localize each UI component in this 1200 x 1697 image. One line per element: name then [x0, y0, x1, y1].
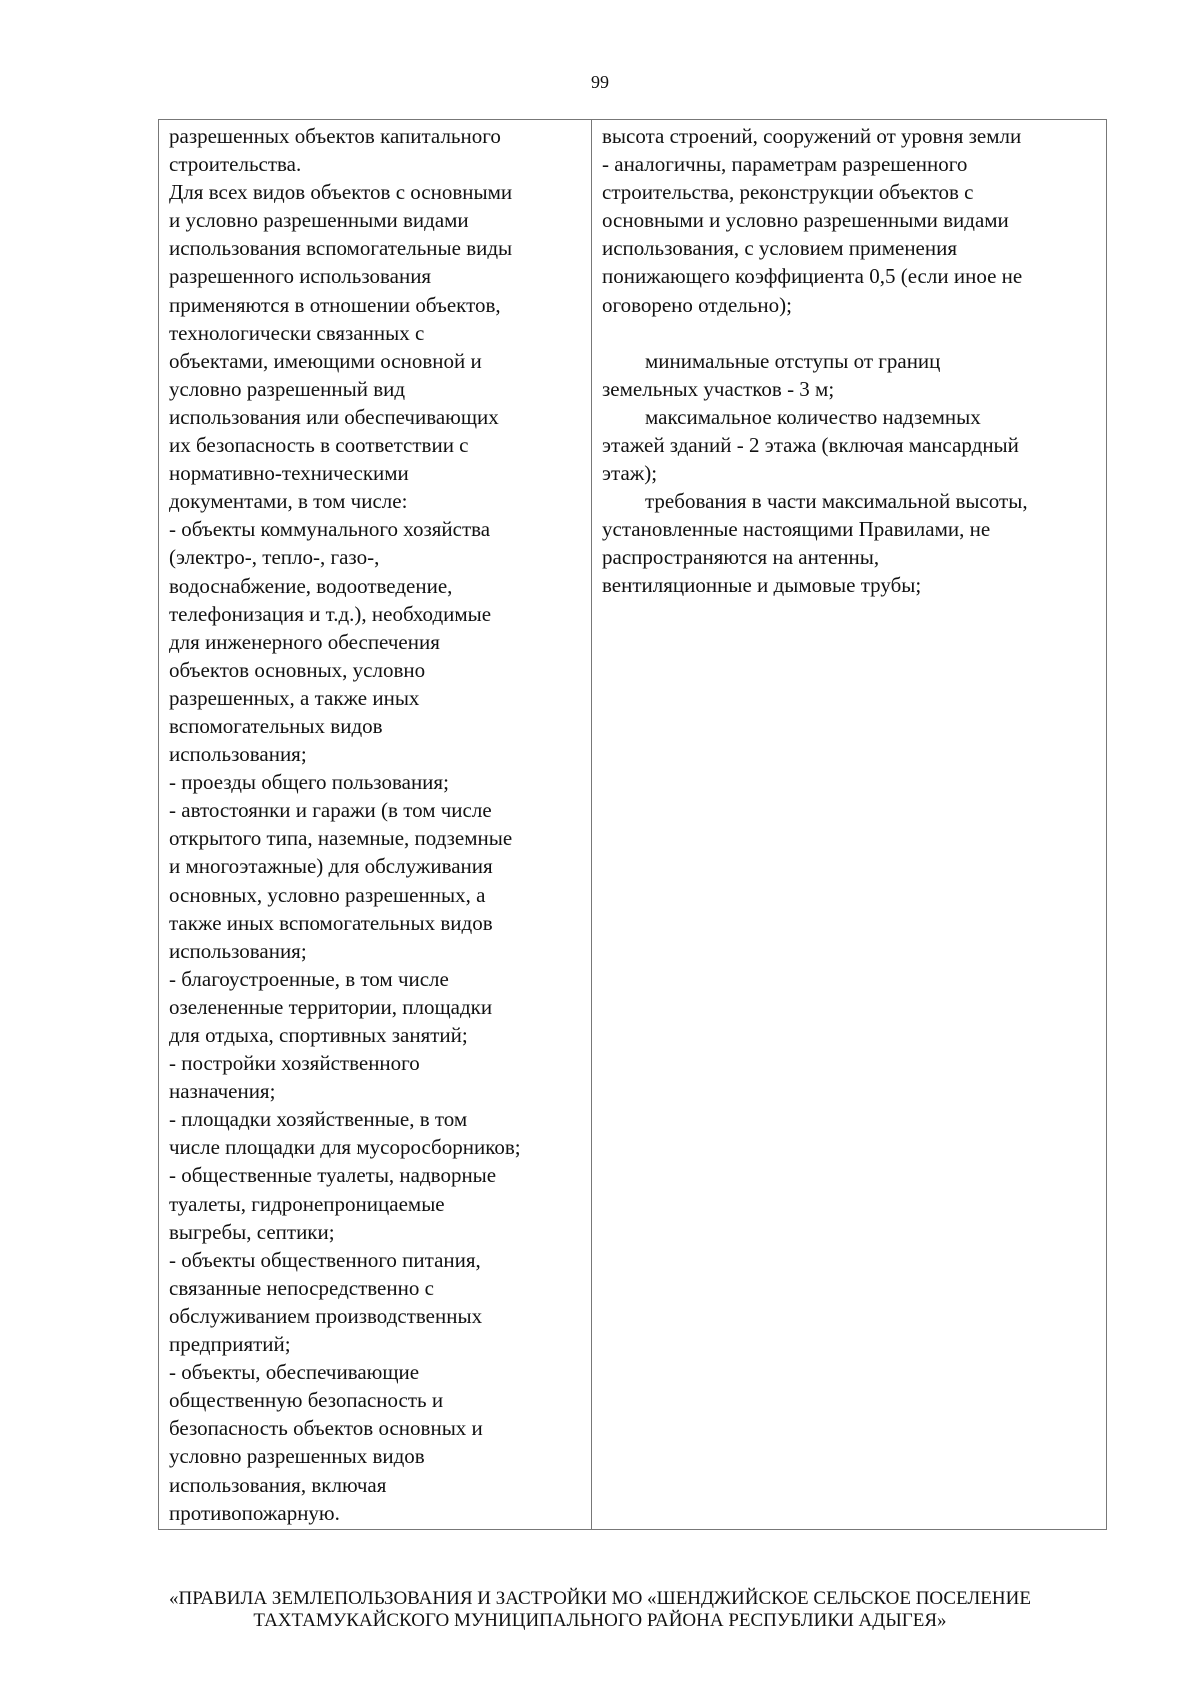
right-line: этажей зданий - 2 этажа (включая мансардный	[602, 432, 1019, 457]
right-line: строительства, реконструкции объектов с	[602, 180, 974, 205]
left-line: - проезды общего пользования;	[169, 770, 449, 795]
paragraph-gap	[602, 319, 1100, 347]
left-line: использования, включая	[169, 1472, 387, 1497]
left-line: - объекты, обеспечивающие	[169, 1360, 420, 1385]
left-line: - постройки хозяйственного	[169, 1051, 420, 1076]
document-footer	[0, 1588, 1200, 1632]
left-line: нормативно-техническими	[169, 461, 409, 486]
table-row	[159, 120, 1107, 1530]
right-line: оговорено отдельно);	[602, 292, 792, 317]
right-line: - аналогичны, параметрам разрешенного	[602, 152, 968, 177]
left-line: числе площадки для мусоросборников;	[169, 1135, 521, 1160]
left-line: - объекты общественного питания,	[169, 1247, 481, 1272]
left-line: телефонизация и т.д.), необходимые	[169, 601, 492, 626]
right-line: использования, с условием применения	[602, 236, 958, 261]
footer-line-1: «ПРАВИЛА ЗЕМЛЕПОЛЬЗОВАНИЯ И ЗАСТРОЙКИ МО «ШЕНДЖИЙСКОЕ СЕЛЬСКОЕ ПОСЕЛЕНИЕ	[169, 1588, 1031, 1609]
left-line: - объекты коммунального хозяйства	[169, 517, 491, 542]
right-line: понижающего коэффициента 0,5 (если иное не	[602, 264, 1023, 289]
setback-paragraph	[602, 347, 1100, 403]
height-exception-paragraph	[602, 487, 1100, 599]
left-line: объектов основных, условно	[169, 657, 426, 682]
left-line: открытого типа, наземные, подземные	[169, 826, 513, 851]
left-line: противопожарную.	[169, 1500, 340, 1525]
left-line: туалеты, гидронепроницаемые	[169, 1191, 445, 1216]
left-line: разрешенных, а также иных	[169, 685, 420, 710]
left-line: также иных вспомогательных видов	[169, 910, 493, 935]
right-line: земельных участков - 3 м;	[602, 376, 835, 401]
left-line: обслуживанием производственных	[169, 1303, 483, 1328]
right-line: высота строений, сооружений от уровня земли	[602, 124, 1022, 148]
left-line: (электро-, тепло-, газо-,	[169, 545, 380, 570]
left-line: вспомогательных видов	[169, 713, 383, 738]
right-line: вентиляционные и дымовые трубы;	[602, 573, 922, 598]
left-line: использования;	[169, 938, 307, 963]
left-line: и многоэтажные) для обслуживания	[169, 854, 493, 879]
left-line: и условно разрешенными видами	[169, 208, 469, 233]
left-line: - благоустроенные, в том числе	[169, 966, 449, 991]
left-line: использования;	[169, 742, 307, 767]
left-line: условно разрешенных видов	[169, 1444, 425, 1469]
right-line: распространяются на антенны,	[602, 545, 880, 570]
left-line: объектами, имеющими основной и	[169, 348, 482, 373]
left-line: их безопасность в соответствии с	[169, 433, 469, 458]
left-line: Для всех видов объектов с основными	[169, 180, 513, 205]
left-line: строительства.	[169, 152, 302, 177]
right-line: минимальные отступы от границ	[645, 348, 941, 373]
height-parameter-paragraph	[602, 122, 1100, 319]
left-line: разрешенных объектов капитального	[169, 124, 501, 148]
left-line: связанные непосредственно с	[169, 1275, 434, 1300]
right-line: требования в части максимальной высоты,	[645, 489, 1028, 514]
left-line: разрешенного использования	[169, 264, 432, 289]
left-line: технологически связанных с	[169, 320, 425, 345]
right-line: этаж);	[602, 461, 658, 486]
left-line: для отдыха, спортивных занятий;	[169, 1023, 468, 1047]
left-line: использования или обеспечивающих	[169, 404, 499, 429]
left-line: - площадки хозяйственные, в том	[169, 1107, 468, 1132]
parameters-cell	[592, 120, 1107, 1530]
left-line: для инженерного обеспечения	[169, 629, 440, 654]
left-line: - общественные туалеты, надворные	[169, 1163, 497, 1188]
left-line: назначения;	[169, 1079, 276, 1104]
right-line: установленные настоящими Правилами, не	[602, 517, 991, 542]
left-line: озелененные территории, площадки	[169, 994, 493, 1019]
right-line: максимальное количество надземных	[645, 404, 981, 429]
left-line: документами, в том числе:	[169, 489, 408, 514]
left-line: условно разрешенный вид	[169, 376, 406, 401]
left-line: предприятий;	[169, 1332, 291, 1357]
left-line: основных, условно разрешенных, а	[169, 882, 486, 907]
left-line: применяются в отношении объектов,	[169, 292, 501, 317]
left-line: общественную безопасность и	[169, 1388, 444, 1413]
left-line: выгребы, септики;	[169, 1219, 335, 1244]
left-line: - автостоянки и гаражи (в том числе	[169, 798, 492, 823]
right-line: основными и условно разрешенными видами	[602, 208, 1009, 233]
left-line: использования вспомогательные виды	[169, 236, 513, 261]
page-number: 99	[591, 72, 609, 92]
left-line: безопасность объектов основных и	[169, 1416, 483, 1441]
footer-line-2: ТАХТАМУКАЙСКОГО МУНИЦИПАЛЬНОГО РАЙОНА РЕСПУБЛИКИ АДЫГЕЯ»	[253, 1610, 947, 1631]
auxiliary-uses-cell	[159, 120, 592, 1530]
floors-paragraph	[602, 403, 1100, 487]
left-line: водоснабжение, водоотведение,	[169, 573, 453, 598]
regulations-table	[158, 119, 1107, 1530]
